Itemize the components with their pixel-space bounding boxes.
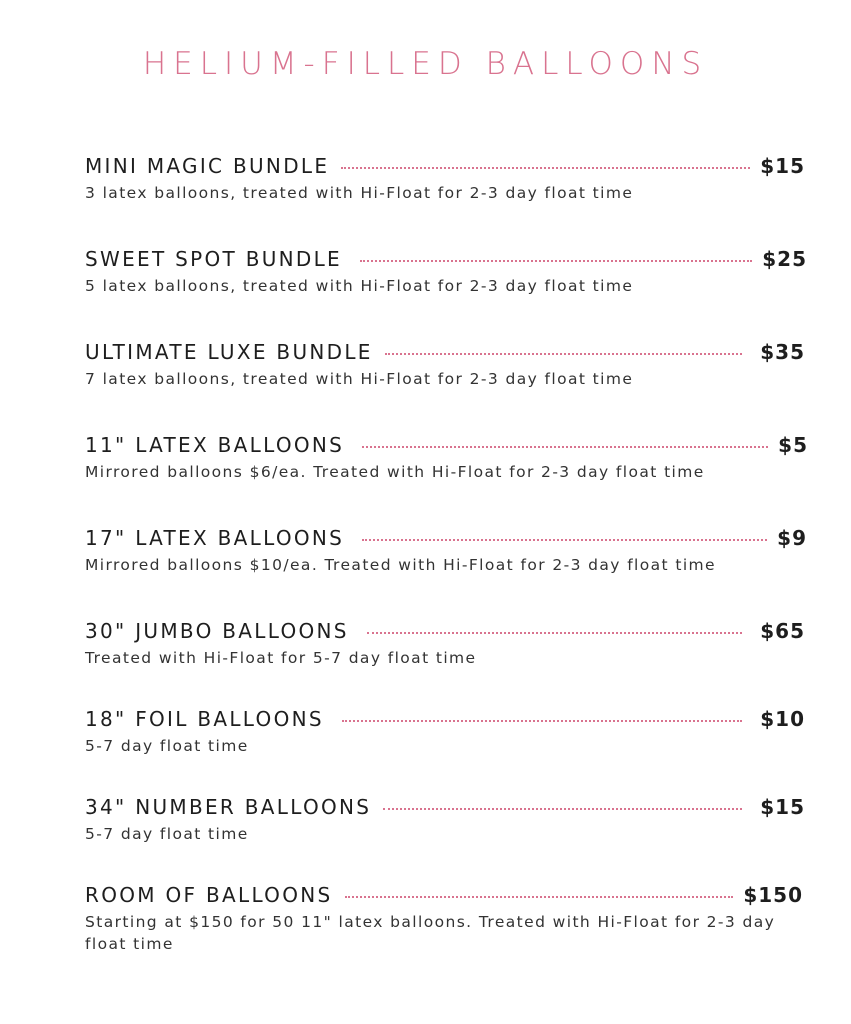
item-description: 5-7 day float time	[85, 737, 249, 755]
item-description: Mirrored balloons $10/ea. Treated with Hi-Float for 2-3 day float time	[85, 556, 716, 574]
item-name: 11" LATEX BALLOONS	[85, 433, 345, 457]
dotted-leader	[341, 167, 750, 169]
dotted-leader	[367, 632, 742, 634]
menu-item-17-latex-balloons	[85, 526, 807, 576]
dotted-leader	[362, 539, 767, 541]
item-name: 34" NUMBER BALLOONS	[85, 795, 372, 819]
item-header	[85, 154, 805, 178]
dotted-leader	[362, 446, 768, 448]
item-price: $150	[743, 883, 803, 907]
dotted-leader	[385, 353, 743, 355]
item-header	[85, 619, 805, 643]
menu-item-30-jumbo-balloons	[85, 619, 805, 669]
item-description: Starting at $150 for 50 11" latex balloons. Treated with Hi-Float for 2-3 day float time	[85, 913, 776, 953]
item-name: 18" FOIL BALLOONS	[85, 707, 324, 731]
item-price: $25	[762, 247, 807, 271]
dotted-leader	[360, 260, 752, 262]
item-name: 17" LATEX BALLOONS	[85, 526, 345, 550]
item-price: $35	[760, 340, 805, 364]
menu-item-room-of-balloons	[85, 883, 803, 955]
item-price: $15	[760, 795, 805, 819]
item-name: SWEET SPOT BUNDLE	[85, 247, 342, 271]
item-header	[85, 707, 805, 731]
item-header	[85, 526, 807, 550]
item-price: $15	[760, 154, 805, 178]
item-description: Treated with Hi-Float for 5-7 day float time	[85, 649, 477, 667]
menu-item-mini-magic-bundle	[85, 154, 805, 204]
dotted-leader	[342, 720, 742, 722]
menu-item-34-number-balloons	[85, 795, 805, 845]
item-description: Mirrored balloons $6/ea. Treated with Hi-Float for 2-3 day float time	[85, 463, 705, 481]
item-price: $5	[778, 433, 808, 457]
menu-item-sweet-spot-bundle	[85, 247, 807, 297]
page-title: HELIUM-FILLED BALLOONS	[142, 46, 709, 82]
item-header	[85, 433, 808, 457]
dotted-leader	[345, 896, 734, 898]
item-name: 30" JUMBO BALLOONS	[85, 619, 349, 643]
dotted-leader	[383, 808, 742, 810]
item-price: $65	[760, 619, 805, 643]
item-description: 5-7 day float time	[85, 825, 249, 843]
item-description: 7 latex balloons, treated with Hi-Float for 2-3 day float time	[85, 370, 634, 388]
menu-item-ultimate-luxe-bundle	[85, 340, 805, 390]
item-header	[85, 247, 807, 271]
item-price: $9	[777, 526, 807, 550]
menu-item-18-foil-balloons	[85, 707, 805, 757]
item-header	[85, 883, 803, 907]
item-header	[85, 340, 805, 364]
item-name: MINI MAGIC BUNDLE	[85, 154, 330, 178]
item-price: $10	[760, 707, 805, 731]
item-name: ROOM OF BALLOONS	[85, 883, 333, 907]
item-name: ULTIMATE LUXE BUNDLE	[85, 340, 373, 364]
item-header	[85, 795, 805, 819]
menu-item-11-latex-balloons	[85, 433, 808, 483]
item-description: 3 latex balloons, treated with Hi-Float for 2-3 day float time	[85, 184, 634, 202]
item-description: 5 latex balloons, treated with Hi-Float for 2-3 day float time	[85, 277, 634, 295]
